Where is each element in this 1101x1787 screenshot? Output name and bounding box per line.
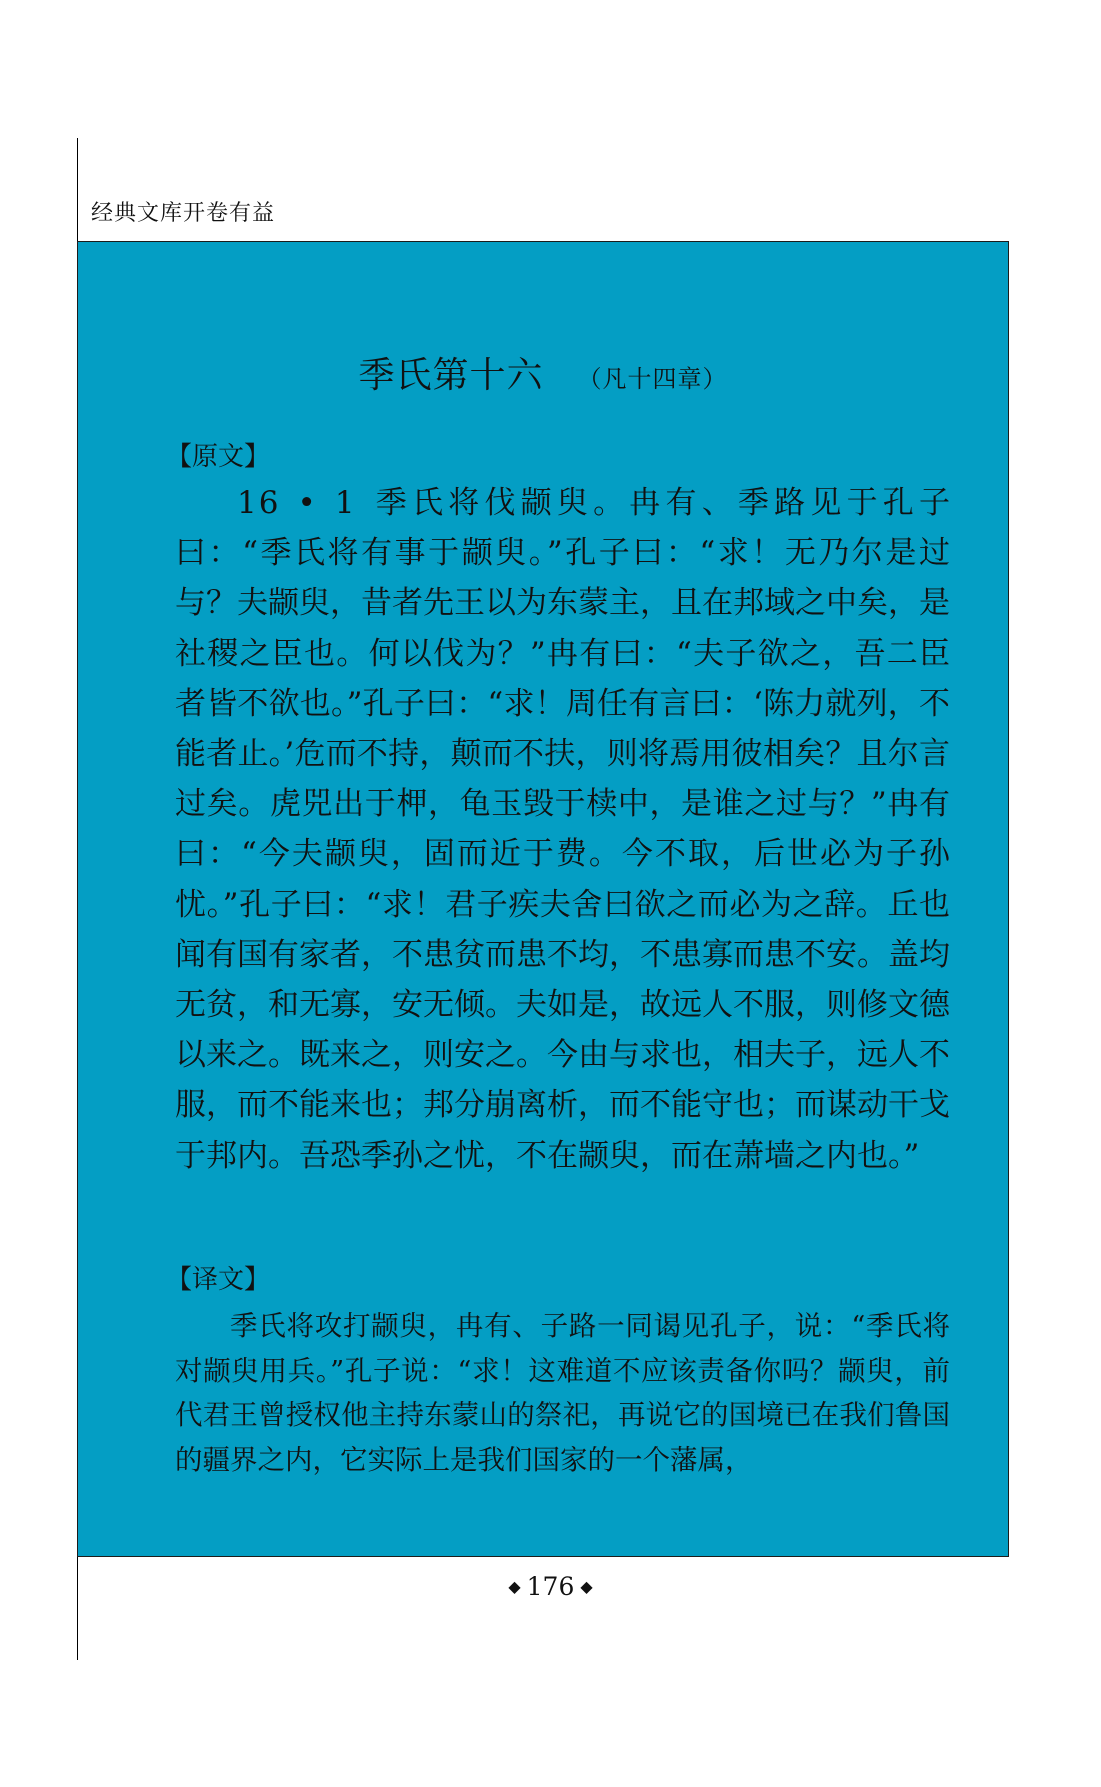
original-text-paragraph xyxy=(175,478,950,1181)
page-number: 176 xyxy=(526,1572,575,1601)
chapter-title xyxy=(78,347,1008,398)
content-panel xyxy=(77,241,1009,1557)
translation-label: 【译文】 xyxy=(166,1265,271,1295)
chapter-title-note: （凡十四章） xyxy=(577,365,728,393)
chapter-title-main: 季氏第十六 xyxy=(358,355,544,396)
diamond-ornament-icon: ◆ xyxy=(508,1577,521,1596)
translation-paragraph: 季氏将攻打颛臾，冉有、子路一同谒见孔子，说：“季氏将对颛臾用兵。”孔子说：“求！这难道不应该责备你吗？颛臾，前代君王曾授权他主持东蒙山的祭祀，再说它的国境已在我们鲁国的疆界之内，它实际上是我们国家的一个藩属， xyxy=(175,1310,950,1476)
original-text-body: 季氏将伐颛臾。冉有、季路见于孔子曰：“季氏将有事于颛臾。”孔子曰：“求！无乃尔是过与？夫颛臾，昔者先王以为东蒙主，且在邦域之中矣，是社稷之臣也。何以伐为？”冉有曰：“夫子欲之，吾二臣者皆不欲也。”孔子曰：“求！周任有言曰：‘陈力就列，不能者止。’危而不持，颠而不扶，则将焉用彼相矣？且尔言过矣。虎兕出于柙，龟玉毁于椟中，是谁之过与？”冉有曰：“今夫颛臾，固而近于费。今不取，后世必为子孙忧。”孔子曰：“求！君子疾夫舍曰欲之而必为之辞。丘也闻有国有家者，不患贫而患不均，不患寡而患不安。盖均无贫，和无寡，安无倾。夫如是，故远人不服，则修文德以来之。既来之，则安之。今由与求也，相夫子，远人不服，而不能来也；邦分崩离析，而不能守也；而谋动干戈于邦内。吾恐季孙之忧，不在颛臾，而在萧墙之内也。” xyxy=(175,485,950,1174)
original-text-label: 【原文】 xyxy=(166,442,271,472)
diamond-ornament-icon: ◆ xyxy=(580,1577,593,1596)
running-head: 经典文库开卷有益 xyxy=(91,201,276,226)
passage-number: 16 • 1 xyxy=(237,485,357,521)
page-footer xyxy=(0,1572,1101,1601)
